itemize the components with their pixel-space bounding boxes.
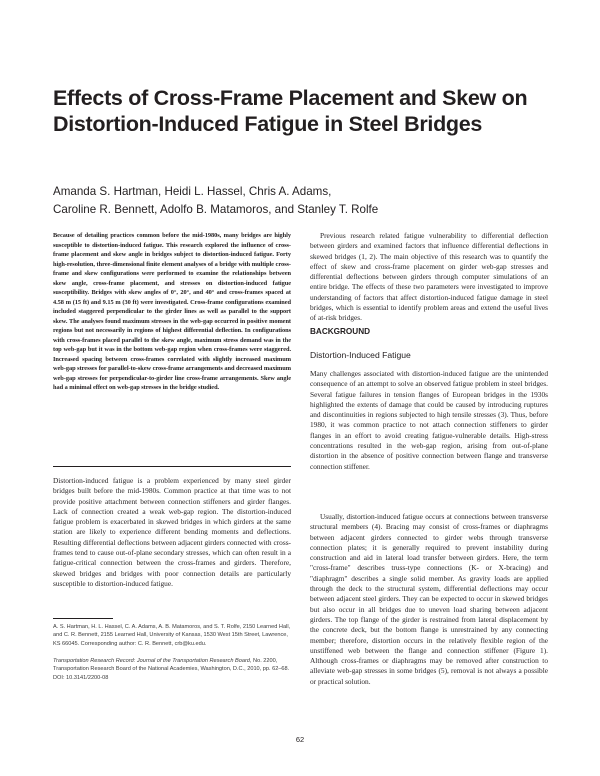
research-objective-paragraph: Previous research related fatigue vulnerability to differential deflection between girders and examined factors that influence differential deflections in skewed bridges (1, 2). The main objective of this research was to quantify the effect of skew and cross-frame placement on girder web-gap stresses and differential deflections between girders through computer simulations of an entire bridge. The effects of these two parameters were investigated to improve understanding of factors that affect distortion-induced fatigue damage in steel bridges, which is essential to identify problem areas and extend the useful lives of at-risk bridges.	[310, 231, 548, 323]
author-affiliation-footnote: A. S. Hartman, H. L. Hassel, C. A. Adams, A. B. Matamoros, and S. T. Rolfe, 2150 Learned Hall, and C. R. Bennett, 2155 Learned Hall, University of Kansas, 1530 West 15th Street, Lawrence, KS 66045. Corresponding author: C. R. Bennett, crb@ku.edu.	[53, 624, 291, 647]
journal-title: Transportation Research Record: Journal of the Transportation Research Board,	[53, 658, 252, 664]
journal-citation	[53, 657, 291, 682]
abstract: Because of detailing practices common before the mid-1980s, many bridges are highly susceptible to distortion-induced fatigue. This research explored the influence of cross-frame placement and skew angle in bridges subject to distortion-induced fatigue. Forty high-resolution, three-dimensional finite element analyses of a bridge with multiple cross-frame and skew configurations were performed to examine the relationships between skew angle, cross-frame placement, and stresses on distortion-induced fatigue susceptibility. Bridges with skew angles of 0°, 20°, and 40° and cross-frames spaced at 4.58 m (15 ft) and 9.15 m (30 ft) were investigated. Cross-frame configurations examined included staggered perpendicular to the girder lines as well as parallel to the support skew. The analyses found maximum stresses in the web-gap occurred in positive moment regions but not necessarily in regions of highest differential deflection. In configurations with cross-frames placed parallel to the skew angle, maximum stress demand was in the top web-gap but it was in the bottom web-gap region when cross-frames were staggered. Increased spacing between cross-frames correlated with slightly increased maximum web-gap stresses for parallel-to-skew cross-frame arrangements and decreased maximum web-gap stresses for perpendicular-to-girder line cross-frame arrangements. Skew angle had a minimal effect on web-gap stresses in the bridge studied.	[53, 232, 291, 391]
doi: DOI: 10.3141/2200-08	[53, 674, 109, 681]
authors-line-1: Amanda S. Hartman, Heidi L. Hassel, Chris A. Adams,	[53, 185, 332, 198]
intro-paragraph: Distortion-induced fatigue is a problem experienced by many steel girder bridges built before the mid-1980s. Common practice at that time was to not provide positive attachment between connection stiffeners and girder flanges. Lack of connection created a weak web-gap region. The distortion-induced fatigue problem is exacerbated in skewed bridges in which girders at the same station are likely to experience different bending moments and deflections. Resulting differential deflections between adjacent girders connected with cross-frames tend to cause out-of-plane secondary stresses, which can often result in a fatigue-critical connection between the cross-frames and girders. Therefore, skewed bridges and bridges with poor connection details are particularly susceptible to distortion-induced fatigue.	[53, 476, 291, 588]
background-paragraph-2: Usually, distortion-induced fatigue occurs at connections between transverse structural members (4). Bracing may consist of cross-frames or diaphragms between adjacent girders connected to girder webs through transverse connection plates; it is generally required to prevent instability during construction and aid in lateral load transfer between girders. Here, the term "cross-frame" describes truss-type connections (K- or X-bracing) and "diaphragm" describes a single solid member. As gravity loads are applied through the deck to the structural system, differential deflections may occur between adjacent steel girders. They can be expected to occur in skewed bridges but also occur in all bridges due to uneven load sharing between adjacent girders. The top flange of the girder is restrained from lateral displacement by the concrete deck, but the bottom flange is unrestrained by any connecting member; therefore, distortion occurs in the relatively flexible region of the unstiffened web between the flange and connection stiffener (Figure 1). Although cross-frames or diaphragms may be removed after construction to alleviate web-gap stresses in some bridges (5), removal is not always a possible or practical solution.	[310, 512, 548, 686]
author-list	[53, 183, 533, 218]
journal-details: No. 2200, Transportation Research Board of the National Academies, Washington, D.C., 2010, pp. 62–68.	[53, 658, 290, 673]
page-number: 62	[295, 735, 305, 744]
section-heading-background: BACKGROUND	[310, 327, 371, 336]
background-paragraph-1: Many challenges associated with distortion-induced fatigue are the unintended consequence of an attempt to solve an observed fatigue problem in steel bridges. Several fatigue failures in tension flanges of European bridges in the 1930s highlighted the extents of damage that could be caused by introducing ruptures and discontinuities in regions subjected to high tensile stresses (3). Thus, before 1980, it was common practice to not attach connection stiffeners to girder flanges in an effort to avoid creating fatigue-vulnerable details. High-stress concentrations resulted in the web-gap region, arising from out-of-plane distortion in the absence of positive connection between flange and transverse connection stiffener.	[310, 369, 548, 471]
abstract-divider	[53, 466, 291, 467]
footnote-divider	[53, 618, 113, 619]
authors-line-2: Caroline R. Bennett, Adolfo B. Matamoros, and Stanley T. Rolfe	[53, 202, 379, 216]
paper-title: Effects of Cross-Frame Placement and Skew on Distortion-Induced Fatigue in Steel Bridges	[53, 86, 528, 136]
subsection-heading-distortion: Distortion-Induced Fatigue	[310, 350, 411, 360]
